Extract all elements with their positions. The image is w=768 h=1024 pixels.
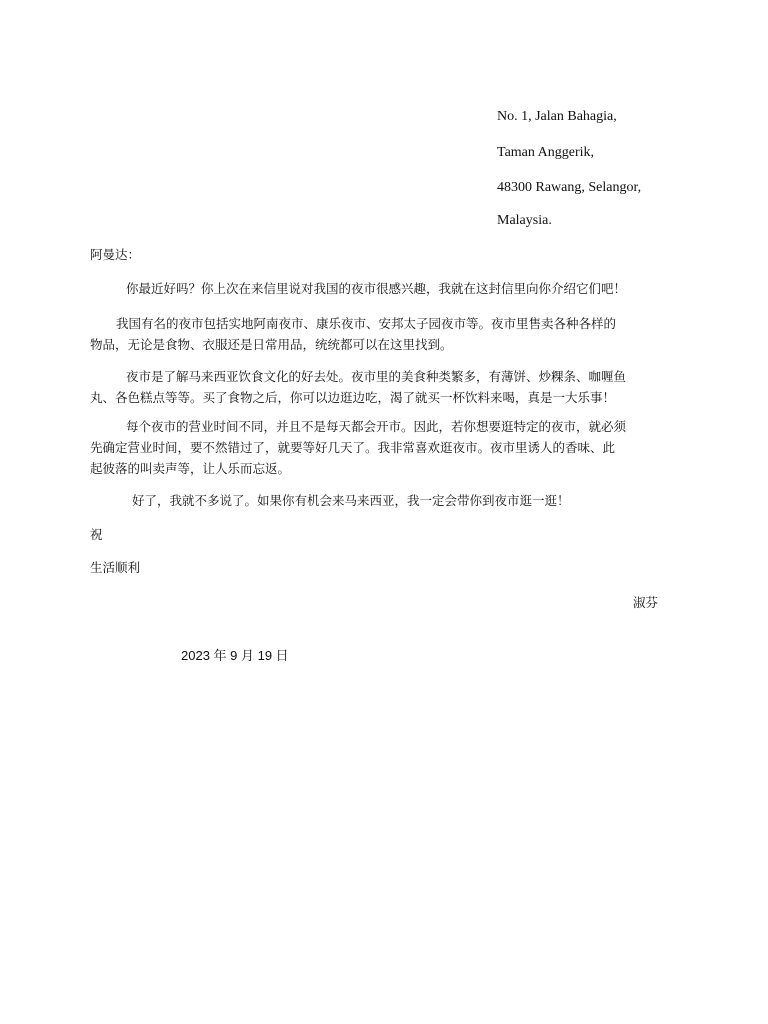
closing-blessing: 生活顺利 (90, 560, 141, 575)
paragraph-1 (90, 278, 680, 299)
address-line-4: Malaysia. (497, 213, 552, 228)
closing-wish: 祝 (90, 527, 103, 542)
paragraph-5-line-1: 好了，我就不多说了。如果你有机会来马来西亚，我一定会带你到夜市逛一逛！ (132, 493, 570, 508)
address-line-3: 48300 Rawang, Selangor, (497, 180, 642, 195)
paragraph-2 (90, 313, 680, 355)
paragraph-2-line-1: 我国有名的夜市包括实地阿南夜市、康乐夜市、安邦太子园夜市等。夜市里售卖各种各样的 (116, 316, 617, 331)
paragraph-4 (90, 416, 680, 479)
paragraph-4-line-2: 先确定营业时间，要不然错过了，就要等好几天了。我非常喜欢逛夜市。夜市里诱人的香味、此 (90, 440, 616, 455)
paragraph-3 (90, 366, 680, 408)
paragraph-4-line-1: 每个夜市的营业时间不同，并且不是每天都会开市。因此，若你想要逛特定的夜市，就必须 (126, 419, 627, 434)
paragraph-3-line-2: 丸、各色糕点等等。买了食物之后，你可以边逛边吃，渴了就买一杯饮料来喝，真是一大乐事！ (90, 390, 616, 405)
salutation: 阿曼达： (90, 247, 141, 262)
signature: 淑芬 (633, 595, 659, 610)
paragraph-4-line-3: 起彼落的叫卖声等，让人乐而忘返。 (90, 461, 291, 476)
paragraph-3-line-1: 夜市是了解马来西亚饮食文化的好去处。夜市里的美食种类繁多，有薄饼、炒粿条、咖喱鱼 (126, 369, 627, 384)
address-line-1: No. 1, Jalan Bahagia, (497, 109, 617, 124)
paragraph-1-line-1: 你最近好吗？你上次在来信里说对我国的夜市很感兴趣，我就在这封信里向你介绍它们吧！ (126, 281, 627, 296)
paragraph-5 (90, 490, 680, 511)
paragraph-2-line-2: 物品，无论是食物、衣服还是日常用品，统统都可以在这里找到。 (90, 337, 453, 352)
letter-date: 2023 年 9 月 19 日 (181, 648, 289, 663)
address-line-2: Taman Anggerik, (497, 145, 594, 160)
